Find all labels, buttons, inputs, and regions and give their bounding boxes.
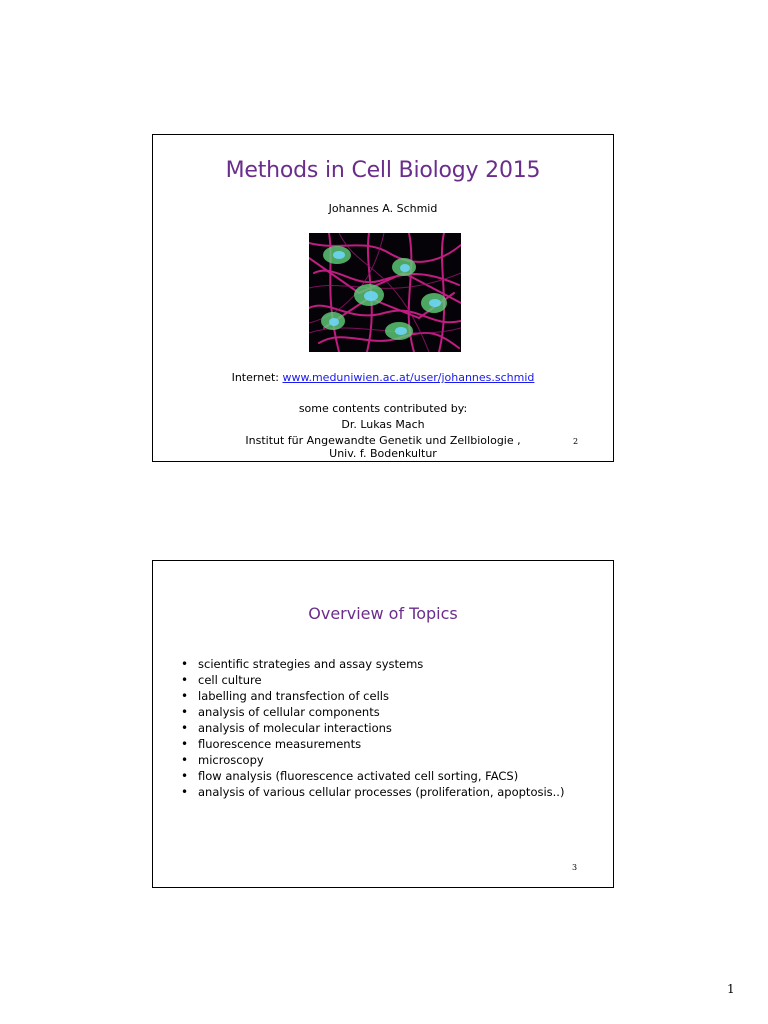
- topic-item: • analysis of cellular components: [181, 704, 564, 720]
- slide-2-frame: [152, 134, 614, 462]
- topic-item: • analysis of molecular interactions: [181, 720, 564, 736]
- topic-item: • scientific strategies and assay systems: [181, 656, 564, 672]
- contributors-label: some contents contributed by:: [298, 402, 468, 415]
- topic-item: • cell culture: [181, 672, 564, 688]
- slide-title: Methods in Cell Biology 2015: [225, 158, 541, 183]
- contributor-institute: [153, 434, 613, 460]
- topic-item: • labelling and transfection of cells: [181, 688, 564, 704]
- internet-label: Internet:: [231, 371, 279, 384]
- contributor-name: Dr. Lukas Mach: [341, 418, 425, 431]
- cell-micrograph-image: [309, 233, 461, 352]
- topic-item: • analysis of various cellular processes (proliferation, apoptosis..): [181, 784, 564, 800]
- slide-number: 2: [573, 437, 579, 446]
- page-number: 1: [727, 982, 735, 996]
- internet-line: [153, 371, 613, 384]
- slide-number: 3: [572, 863, 578, 872]
- topic-item: • flow analysis (fluorescence activated cell sorting, FACS): [181, 768, 564, 784]
- topic-item: • fluorescence measurements: [181, 736, 564, 752]
- slide-3-frame: [152, 560, 614, 888]
- institute-line-2: Univ. f. Bodenkultur: [329, 447, 437, 460]
- internet-link[interactable]: www.meduniwien.ac.at/user/johannes.schmid: [282, 371, 535, 384]
- slide-title: Overview of Topics: [308, 604, 458, 623]
- slide-author: Johannes A. Schmid: [328, 202, 438, 215]
- topic-item: • microscopy: [181, 752, 564, 768]
- institute-line-1: Institut für Angewandte Genetik und Zellbiologie ,: [245, 434, 521, 447]
- topics-list: [181, 656, 564, 800]
